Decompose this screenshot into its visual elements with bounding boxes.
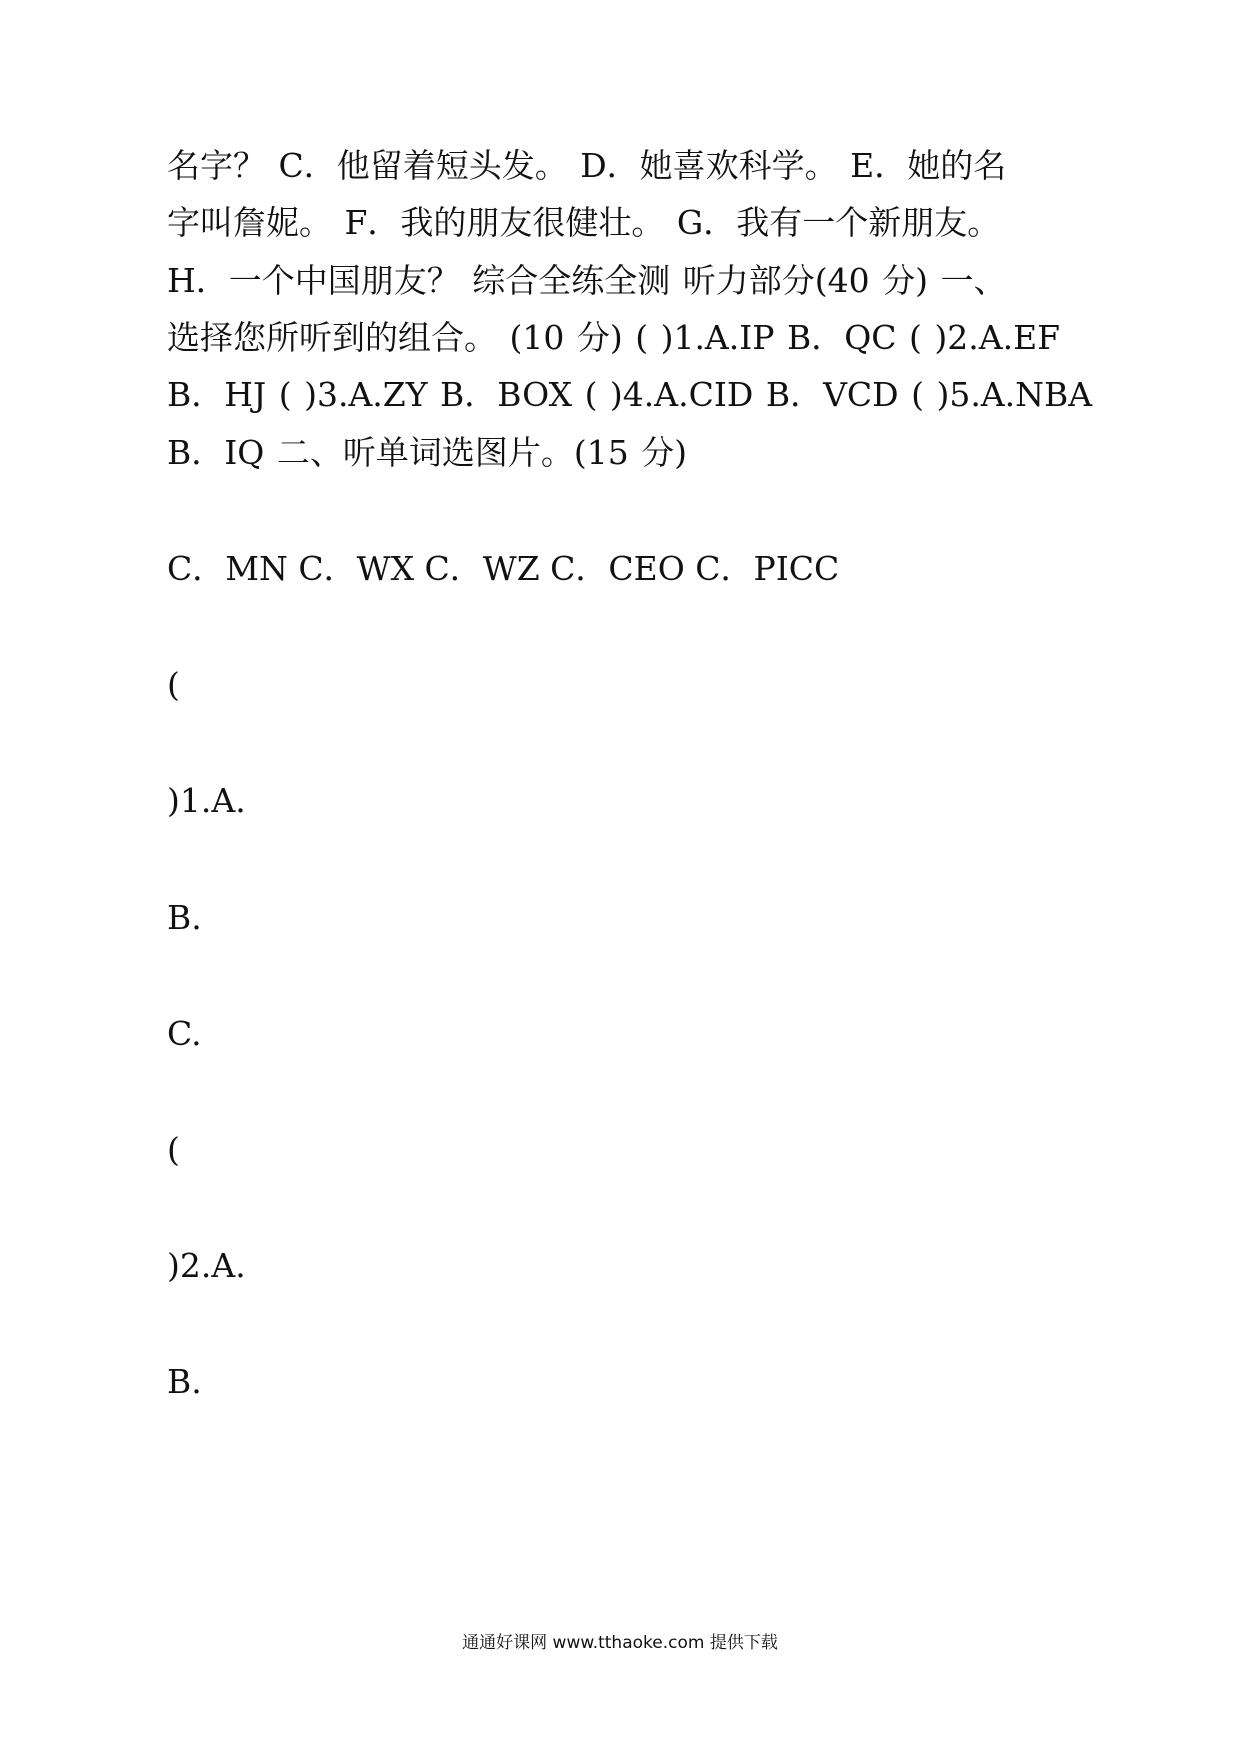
paragraph-line-1: 名字？ C．他留着短头发。 D．她喜欢科学。 E．她的名: [167, 146, 1007, 185]
item-line-6: )2.A.: [167, 1246, 246, 1285]
item-line-4: C.: [167, 1014, 202, 1053]
item-line-3: B.: [167, 898, 202, 937]
options-line: C．MN C．WX C．WZ C．CEO C．PICC: [167, 549, 840, 588]
paragraph-line-2: 字叫詹妮。 F．我的朋友很健壮。 G．我有一个新朋友。: [167, 203, 1001, 242]
paragraph-line-4: 选择您所听到的组合。 (10 分) ( )1.A.IP B．QC ( )2.A.EF: [167, 318, 1061, 357]
paragraph-line-5: B．HJ ( )3.A.ZY B．BOX ( )4.A.CID B．VCD ( )5.A.NBA: [167, 375, 1093, 414]
paragraph-line-6: B．IQ 二、听单词选图片。(15 分): [167, 433, 688, 472]
paragraph-line-3: H．一个中国朋友？ 综合全练全测 听力部分(40 分) 一、: [167, 261, 1007, 300]
item-line-1: (: [167, 665, 180, 704]
item-line-7: B.: [167, 1362, 202, 1401]
item-line-5: (: [167, 1130, 180, 1169]
item-line-2: )1.A.: [167, 781, 246, 820]
footer-source-note: 通通好课网 www.tthaoke.com 提供下载: [462, 1633, 778, 1653]
